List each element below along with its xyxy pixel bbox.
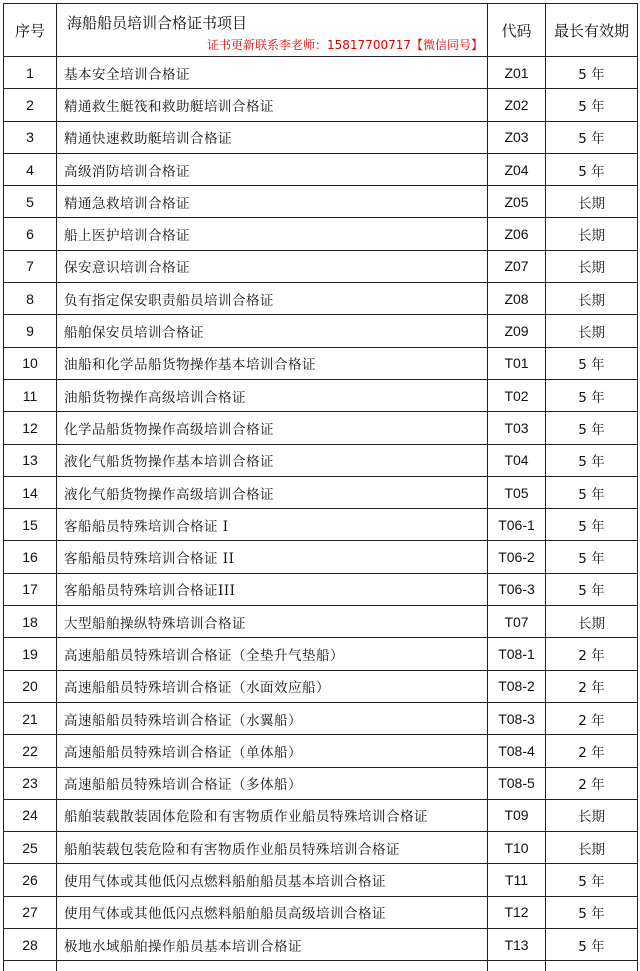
table-row (4, 379, 638, 411)
row-serial-number: 27 (4, 896, 57, 928)
row-serial-number: 17 (4, 573, 57, 605)
row-certificate-name: 高速船船员特殊培训合格证（多体船） (57, 767, 488, 799)
row-serial-number: 13 (4, 444, 57, 476)
contact-notice: 证书更新联系李老师：15817700717【微信同号】 (207, 36, 483, 53)
table-row (4, 153, 638, 185)
row-serial-number: 5 (4, 186, 57, 218)
table-row (4, 864, 638, 896)
row-certificate-name: 高速船船员特殊培训合格证（单体船） (57, 735, 488, 767)
header-code: 代码 (488, 4, 546, 57)
table-body (4, 57, 638, 971)
row-validity-period: 长期 (546, 186, 638, 218)
row-validity-period: 长期 (546, 283, 638, 315)
row-validity-period: 5 年 (546, 89, 638, 121)
row-certificate-name: 油船和化学品船货物操作基本培训合格证 (57, 347, 488, 379)
row-certificate-name: 液化气船货物操作高级培训合格证 (57, 476, 488, 508)
row-certificate-name: 精通急救培训合格证 (57, 186, 488, 218)
table-row (4, 702, 638, 734)
row-certificate-name: 高速船船员特殊培训合格证（全垫升气垫船） (57, 638, 488, 670)
table-row (4, 315, 638, 347)
row-validity-period: 5 年 (546, 864, 638, 896)
row-serial-number: 6 (4, 218, 57, 250)
certificate-table (3, 3, 638, 971)
row-certificate-name: 船舶装载散装固体危险和有害物质作业船员特殊培训合格证 (57, 799, 488, 831)
table-row (4, 412, 638, 444)
row-certificate-name: 船舶保安员培训合格证 (57, 315, 488, 347)
row-code: Z06 (488, 218, 546, 250)
row-code: Z09 (488, 315, 546, 347)
row-validity-period: 5 年 (546, 412, 638, 444)
partial-cell (546, 961, 638, 971)
row-code: T08-5 (488, 767, 546, 799)
row-serial-number: 4 (4, 153, 57, 185)
row-serial-number: 15 (4, 509, 57, 541)
row-certificate-name: 高速船船员特殊培训合格证（水面效应船） (57, 670, 488, 702)
row-code: T08-1 (488, 638, 546, 670)
row-serial-number: 8 (4, 283, 57, 315)
row-serial-number: 9 (4, 315, 57, 347)
row-validity-period: 5 年 (546, 57, 638, 89)
row-code: Z04 (488, 153, 546, 185)
row-validity-period: 5 年 (546, 573, 638, 605)
row-serial-number: 10 (4, 347, 57, 379)
row-certificate-name: 客船船员特殊培训合格证 I (57, 509, 488, 541)
row-certificate-name: 化学品船货物操作高级培训合格证 (57, 412, 488, 444)
partial-cell (57, 961, 488, 971)
row-certificate-name: 高速船船员特殊培训合格证（水翼船） (57, 702, 488, 734)
row-validity-period: 长期 (546, 315, 638, 347)
row-certificate-name: 液化气船货物操作基本培训合格证 (57, 444, 488, 476)
table-row (4, 89, 638, 121)
row-code: Z01 (488, 57, 546, 89)
row-code: T03 (488, 412, 546, 444)
row-certificate-name: 客船船员特殊培训合格证III (57, 573, 488, 605)
table-header-row (4, 4, 638, 57)
row-validity-period: 长期 (546, 799, 638, 831)
table-row (4, 347, 638, 379)
row-validity-period: 5 年 (546, 541, 638, 573)
row-code: T09 (488, 799, 546, 831)
partial-cell (4, 961, 57, 971)
row-code: T01 (488, 347, 546, 379)
row-serial-number: 7 (4, 250, 57, 282)
row-certificate-name: 使用气体或其他低闪点燃料船舶船员高级培训合格证 (57, 896, 488, 928)
table-row (4, 638, 638, 670)
row-validity-period: 5 年 (546, 476, 638, 508)
row-code: Z08 (488, 283, 546, 315)
row-serial-number: 20 (4, 670, 57, 702)
header-certificate-item-label: 海船船员培训合格证书项目 (67, 12, 247, 33)
row-serial-number: 16 (4, 541, 57, 573)
row-code: T08-4 (488, 735, 546, 767)
row-serial-number: 11 (4, 379, 57, 411)
row-certificate-name: 船上医护培训合格证 (57, 218, 488, 250)
row-serial-number: 22 (4, 735, 57, 767)
row-certificate-name: 保安意识培训合格证 (57, 250, 488, 282)
table-row (4, 57, 638, 89)
row-validity-period: 5 年 (546, 121, 638, 153)
header-serial-number: 序号 (4, 4, 57, 57)
row-code: T05 (488, 476, 546, 508)
table-row (4, 832, 638, 864)
table-row (4, 121, 638, 153)
row-validity-period: 5 年 (546, 347, 638, 379)
row-serial-number: 26 (4, 864, 57, 896)
row-code: T13 (488, 929, 546, 961)
row-certificate-name: 油船货物操作高级培训合格证 (57, 379, 488, 411)
row-certificate-name: 精通快速救助艇培训合格证 (57, 121, 488, 153)
row-validity-period: 5 年 (546, 444, 638, 476)
row-certificate-name: 船舶装载包装危险和有害物质作业船员特殊培训合格证 (57, 832, 488, 864)
row-validity-period: 2 年 (546, 767, 638, 799)
table-row (4, 476, 638, 508)
row-serial-number: 12 (4, 412, 57, 444)
header-validity-period: 最长有效期 (546, 4, 638, 57)
partial-cell (488, 961, 546, 971)
row-certificate-name: 客船船员特殊培训合格证 II (57, 541, 488, 573)
table-row (4, 896, 638, 928)
row-certificate-name: 基本安全培训合格证 (57, 57, 488, 89)
row-validity-period: 2 年 (546, 702, 638, 734)
row-serial-number: 23 (4, 767, 57, 799)
row-code: T10 (488, 832, 546, 864)
table-row (4, 218, 638, 250)
table-row (4, 606, 638, 638)
row-validity-period: 2 年 (546, 670, 638, 702)
row-code: Z02 (488, 89, 546, 121)
row-code: T06-1 (488, 509, 546, 541)
table-row (4, 799, 638, 831)
table-row (4, 767, 638, 799)
table-row (4, 509, 638, 541)
row-validity-period: 5 年 (546, 509, 638, 541)
row-certificate-name: 高级消防培训合格证 (57, 153, 488, 185)
row-code: T11 (488, 864, 546, 896)
row-code: T04 (488, 444, 546, 476)
row-serial-number: 18 (4, 606, 57, 638)
row-serial-number: 19 (4, 638, 57, 670)
row-code: T06-2 (488, 541, 546, 573)
row-validity-period: 长期 (546, 832, 638, 864)
table-row (4, 670, 638, 702)
row-certificate-name: 精通救生艇筏和救助艇培训合格证 (57, 89, 488, 121)
row-certificate-name: 大型船舶操纵特殊培训合格证 (57, 606, 488, 638)
table-row (4, 444, 638, 476)
row-serial-number: 21 (4, 702, 57, 734)
row-validity-period: 长期 (546, 218, 638, 250)
row-validity-period: 2 年 (546, 735, 638, 767)
row-code: T07 (488, 606, 546, 638)
row-certificate-name: 负有指定保安职责船员培训合格证 (57, 283, 488, 315)
row-code: Z07 (488, 250, 546, 282)
row-code: Z05 (488, 186, 546, 218)
row-serial-number: 14 (4, 476, 57, 508)
row-code: T08-3 (488, 702, 546, 734)
row-code: T12 (488, 896, 546, 928)
row-serial-number: 24 (4, 799, 57, 831)
row-serial-number: 3 (4, 121, 57, 153)
row-serial-number: 28 (4, 929, 57, 961)
header-certificate-item (57, 4, 488, 57)
row-serial-number: 2 (4, 89, 57, 121)
table-row (4, 573, 638, 605)
table-row (4, 250, 638, 282)
row-serial-number: 25 (4, 832, 57, 864)
table-row (4, 929, 638, 961)
row-validity-period: 2 年 (546, 638, 638, 670)
row-certificate-name: 使用气体或其他低闪点燃料船舶船员基本培训合格证 (57, 864, 488, 896)
row-validity-period: 5 年 (546, 896, 638, 928)
row-validity-period: 5 年 (546, 153, 638, 185)
table-row (4, 186, 638, 218)
row-code: T02 (488, 379, 546, 411)
row-validity-period: 长期 (546, 606, 638, 638)
row-code: T08-2 (488, 670, 546, 702)
table-row (4, 283, 638, 315)
row-certificate-name: 极地水域船舶操作船员基本培训合格证 (57, 929, 488, 961)
row-validity-period: 5 年 (546, 379, 638, 411)
table-row (4, 735, 638, 767)
row-validity-period: 长期 (546, 250, 638, 282)
row-validity-period: 5 年 (546, 929, 638, 961)
table-row (4, 541, 638, 573)
row-code: Z03 (488, 121, 546, 153)
row-serial-number: 1 (4, 57, 57, 89)
row-code: T06-3 (488, 573, 546, 605)
table-row-partial (4, 961, 638, 971)
